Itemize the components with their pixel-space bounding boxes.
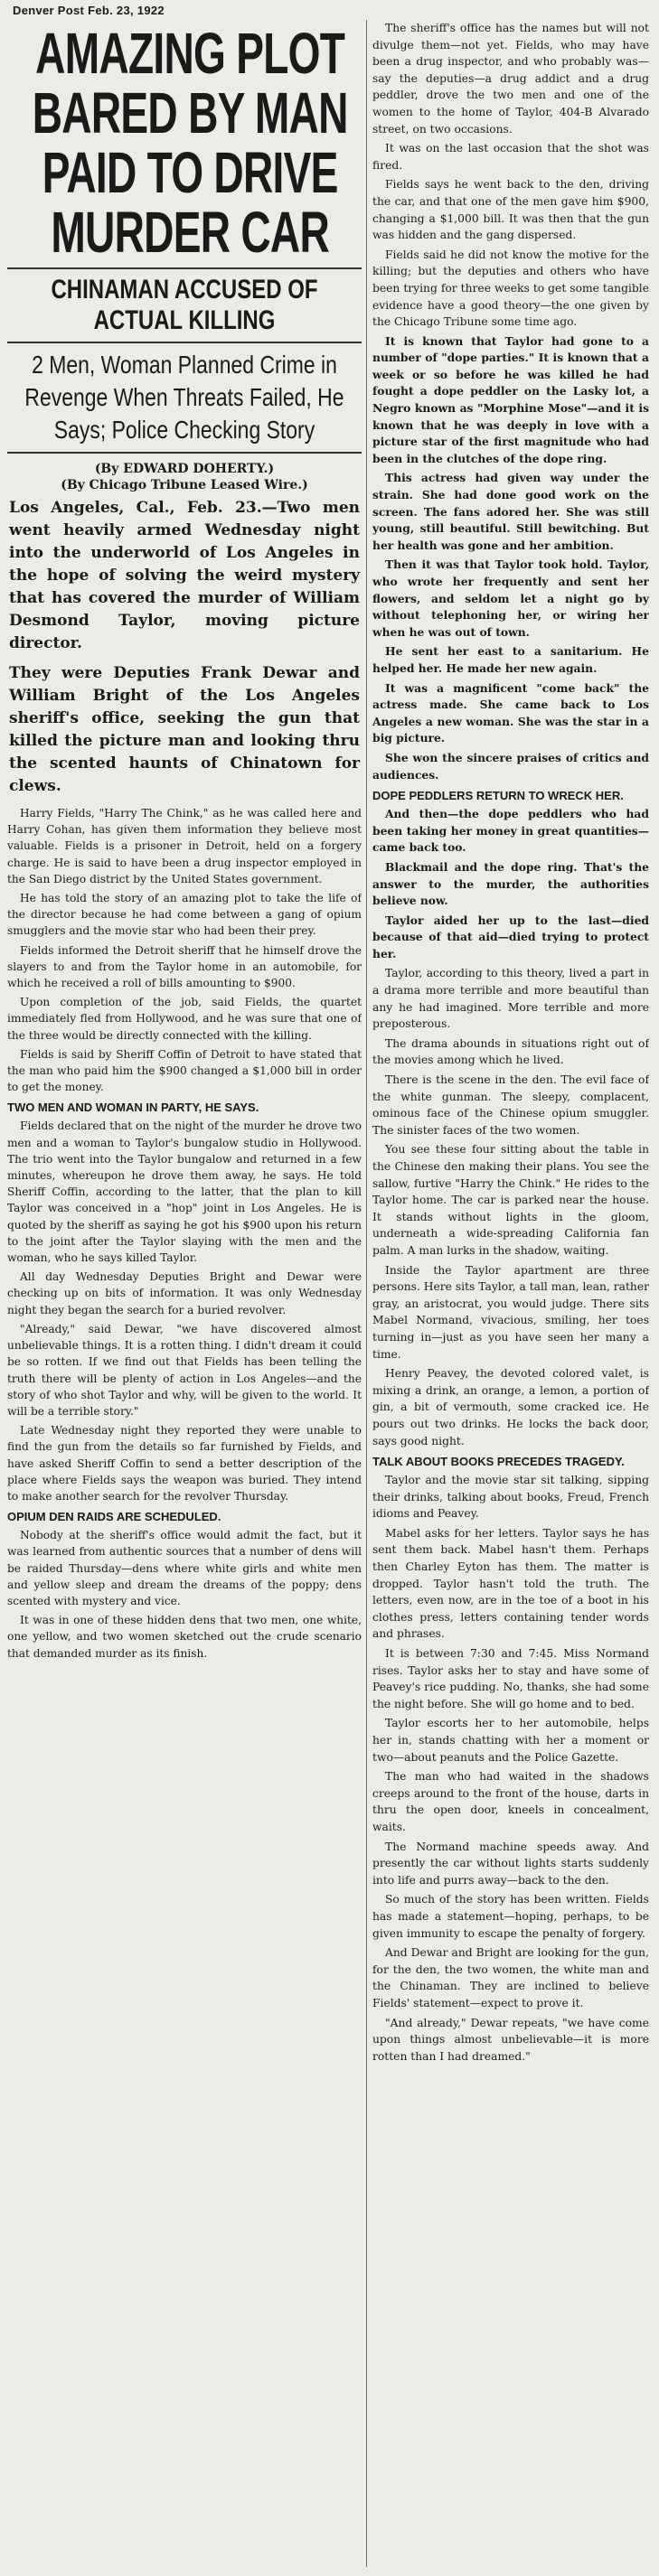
section-head: DOPE PEDDLERS RETURN TO WRECK HER. [372, 789, 624, 803]
paragraph: Inside the Taylor apartment are three persons. Here sits Taylor, a tall man, lean, rather gray, an aristocrat, you would judge. There sits Mabel Normand, vivacious, smiling, her toes turning in—just as you have seen her many a time. [372, 1263, 649, 1361]
subhead: CHINAMAN ACCUSED OF ACTUAL KILLING [51, 275, 318, 335]
paragraph: The Normand machine speeds away. And presently the car without lights starts suddenly into life and purrs away—back to the den. [372, 1840, 649, 1887]
paragraph: All day Wednesday Deputies Bright and Dewar were checking up on bits of information. It was only Wednesday night they began the search for a buried revolver. [7, 1270, 362, 1316]
paragraph: He has told the story of an amazing plot to take the life of the director because he had come between a gang of opium smugglers and the movie star who had been their prey. [7, 892, 362, 938]
paragraph: The man who had waited in the shadows creeps around to the front of the house, darts in thru the open door, kneels in concealment, waits. [372, 1770, 649, 1833]
paragraph: Nobody at the sheriff's office would admit the fact, but it was learned from authentic sources that a number of dens will be raided Thursday—dens where white girls and white men and yellow sleep and dream the dreams of the poppy; dens scented with mystery and vice. [7, 1529, 362, 1607]
paragraph: It was in one of these hidden dens that two men, one white, one yellow, and two women sketched out the crude scenario that demanded murder as its finish. [7, 1614, 362, 1660]
paragraph: Late Wednesday night they reported they were unable to find the gun from the details so far furnished by Fields, and have asked Sheriff Coffin to send a better description of the place where Fields says the weapon was buried. They intend to make another search for the revolver Thursday. [7, 1424, 362, 1503]
section-head: OPIUM DEN RAIDS ARE SCHEDULED. [7, 1510, 221, 1524]
paragraph: The sheriff's office has the names but will not divulge them—not yet. Fields, who may have been a drug inspector, and who probably was—say the deputies—a drug addict and a drug peddler, drove the two men and one of the women to the home of Taylor, 404-B Alvarado street, on two occasions. [372, 22, 649, 136]
left-column [7, 20, 362, 2567]
column-rule [366, 20, 367, 2567]
paragraph: Taylor, according to this theory, lived a part in a drama more terrible and more beautiful than any he had imagined. More terrible and more preposterous. [372, 967, 649, 1031]
paragraph: It was on the last occasion that the shot was fired. [372, 142, 649, 172]
right-column [372, 20, 649, 2567]
paragraph: Upon completion of the job, said Fields, the quartet immediately fled from Hollywood, and he was sure that one of the three would be directly connected with the killing. [7, 996, 362, 1042]
deck: 2 Men, Woman Planned Crime in Revenge When Threats Failed, He Says; Police Checking Story [24, 351, 344, 444]
paragraph: Taylor and the movie star sit talking, sipping their drinks, talking about books, Freud, French idioms and Peavey. [372, 1474, 649, 1521]
paragraph: Taylor escorts her to her automobile, helps her in, stands chatting with her a moment or two—about peanuts and the Police Gazette. [372, 1717, 649, 1764]
paragraph: It was a magnificent "come back" the actress made. She came back to Los Angeles a new woman. She was the star in a big picture. [372, 680, 649, 745]
paragraph: Fields is said by Sheriff Coffin of Detroit to have stated that the man who paid him the $900 changed a $1,000 bill in order to get the money. [7, 1047, 362, 1094]
byline-author: (By EDWARD DOHERTY.) [94, 462, 275, 476]
paragraph: This actress had given way under the strain. She had done good work on the screen. The fans adored her. She was still young, still beautiful. Still bewitching. But her health was gone and her ambition. [372, 471, 649, 552]
paragraph: Harry Fields, "Harry The Chink," as he was called here and Harry Cohan, has given them information they believe most valuable. Fields is a prisoner in Detroit, held on a forgery charge. He is said to have been a drug inspector employed in the San Diego district by the United States government. [7, 807, 362, 885]
paragraph: So much of the story has been written. Fields has made a statement—hoping, perhaps, to be given immunity to escape the penalty of forgery. [372, 1893, 649, 1940]
paragraph: She won the sincere praises of critics and audiences. [372, 750, 649, 782]
paragraph: Fields informed the Detroit sheriff that he himself drove the slayers to and from the Taylor home in an automobile, for which he received a roll of bills amounting to $900. [7, 943, 362, 990]
left-body [7, 805, 362, 1662]
paragraph: He sent her east to a sanitarium. He helped her. He made her new again. [372, 644, 649, 675]
paragraph: "Already," said Dewar, "we have discovered almost unbelievable things. It is a rotten thing. I didn't dream it could be so rotten. If we find out that Fields has been telling the truth there will be plenty of action in Los Angeles—and the story of who shot Taylor and why, will be given to the world. It will be a terrible story." [7, 1322, 362, 1418]
right-body [372, 20, 649, 2065]
paragraph: "And already," Dewar repeats, "we have come upon things almost unbelievable—it is more rotten than I had dreamed." [372, 2016, 649, 2063]
paragraph: You see these four sitting about the table in the Chinese den making their plans. You see the sallow, furtive "Harry the Chink." He rides to the Taylor home. The car is parked near the house. It stands without lights in the gloom, underneath a wide-spreading California fan palm. A man lurks in the shadow, waiting. [372, 1143, 649, 1257]
paragraph: There is the scene in the den. The evil face of the white gunman. The sleepy, complacent, ominous face of the Chinese opium smuggler. The sinister faces of the two women. [372, 1073, 649, 1137]
dateline: Denver Post Feb. 23, 1922 [13, 4, 165, 17]
paragraph: Taylor aided her up to the last—died because of that aid—died trying to protect her. [372, 913, 649, 960]
section-head: TALK ABOUT BOOKS PRECEDES TRAGEDY. [372, 1455, 625, 1469]
paragraph: Fields declared that on the night of the murder he drove two men and a woman to Taylor's bungalow studio in Hollywood. The trio went into the Taylor bungalow and returned in a few minutes, whereupon he drove them away, he says. He told Sheriff Coffin, according to the latter, that the plan to kill Taylor was conceived in a "hop" joint in Los Angeles. He is quoted by the sheriff as saying he got his $900 upon his return to the joint after the Taylor slaying with the men and the woman, who he says killed Taylor. [7, 1119, 362, 1265]
paragraph: The drama abounds in situations right out of the movies among which he lived. [372, 1036, 649, 1067]
divider [7, 267, 362, 269]
byline-source: (By Chicago Tribune Leased Wire.) [61, 478, 308, 492]
paragraph: Then it was that Taylor took hold. Taylor, who wrote her frequently and sent her flowers, and seldom let a night go by without telephoning her, or wiring her when he was out of town. [372, 557, 649, 639]
divider [7, 452, 362, 454]
headline: AMAZING PLOT BARED BY MAN PAID TO DRIVE MURDER CAR [32, 21, 348, 265]
byline [7, 461, 362, 493]
paragraph: Fields says he went back to the den, driving the car, and that one of the men gave him $900, changing a $1,000 bill. It was then that the gun was hidden and the gang dispersed. [372, 178, 649, 242]
paragraph: And Dewar and Bright are looking for the gun, for the den, the two women, the white man and the Chinaman. They are inclined to believe Fields' statement—expect to prove it. [372, 1946, 649, 2009]
paragraph: Henry Peavey, the devoted colored valet, is mixing a drink, an orange, a lemon, a portion of gin, a bit of vermouth, some cracked ice. He pours out two drinks. He locks the back door, says good night. [372, 1367, 649, 1447]
paragraph: And then—the dope peddlers who had been taking her money in great quantities—came back too. [372, 807, 649, 855]
section-head: TWO MEN AND WOMAN IN PARTY, HE SAYS. [7, 1101, 259, 1115]
paragraph: Blackmail and the dope ring. That's the answer to the murder, the authorities believe now. [372, 859, 649, 908]
lead-paragraph: Los Angeles, Cal., Feb. 23.—Two men went heavily armed Wednesday night into the underworld of Los Angeles in the hope of solving the weird mystery that has covered the murder of William Desmond Taylor, moving picture director. [9, 499, 360, 652]
paragraph: Fields said he did not know the motive for the killing; but the deputies and others who have been trying for three weeks to get some tangible evidence have a good theory—the one given by the Chicago Tribune some time ago. [372, 248, 649, 329]
divider [7, 342, 362, 343]
paragraph: It is known that Taylor had gone to a number of "dope parties." It is known that a week or so before he was killed he had fought a dope peddler on the Lasky lot, a Negro known as "Morphine Mose"—and it is known that he was deeply in love with a picture star of the first magnitude who had been in the clutches of the dope ring. [372, 333, 649, 465]
paragraph: Mabel asks for her letters. Taylor says he has sent them back. Mabel hasn't them. Perhaps then Charley Eyton has them. The matter is dropped. Taylor hasn't told the truth. The letters, even now, are in the toe of a boot in his clothes press, letters containing tender words and phrases. [372, 1526, 649, 1641]
paragraph: It is between 7:30 and 7:45. Miss Normand rises. Taylor asks her to stay and have some of Peavey's rice pudding. No, thanks, she had some the night before. She will go home and to bed. [372, 1647, 649, 1710]
lead-paragraph-2: They were Deputies Frank Dewar and William Bright of the Los Angeles sheriff's office, seeking the gun that killed the picture man and looking thru the scented haunts of Chinatown for clews. [9, 664, 360, 795]
